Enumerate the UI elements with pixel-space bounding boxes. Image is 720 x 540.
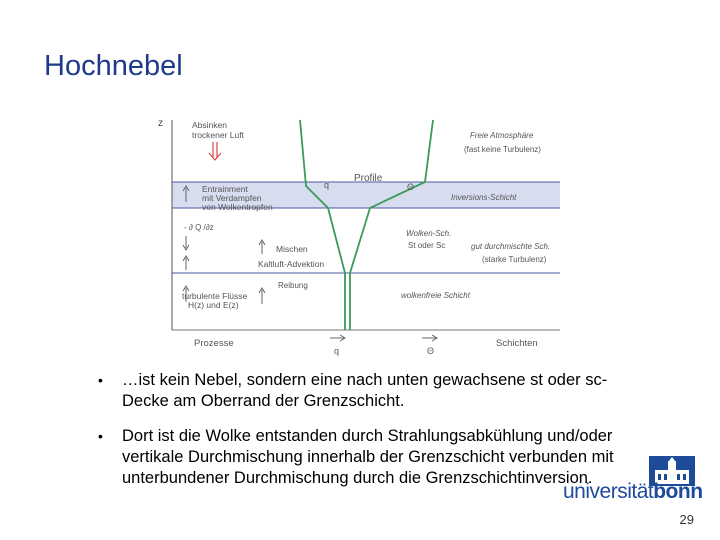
processes-label: Prozesse (194, 338, 234, 349)
mixing-label: Mischen (276, 244, 308, 254)
entrainment-label-1: Entrainment (202, 184, 248, 194)
page-number: 29 (679, 512, 694, 527)
bullet-list (98, 370, 618, 503)
right-arrow-icon (422, 335, 437, 341)
university-bonn-logo (563, 456, 703, 504)
turbulent-fluxes-label-2: H(z) und E(z) (188, 300, 239, 310)
entrainment-label-2: mit Verdampfen (202, 193, 262, 203)
logo-wordmark: universitätbonn (563, 480, 703, 503)
bullet-text: Dort ist die Wolke entstanden durch Strahlungsabkühlung und/oder vertikale Durchmischung innerhalb der Grenzschicht verbunden mit unterbundener Durchmischung durch die Grenzschichtinversion. (122, 427, 614, 487)
bullet-item (98, 370, 618, 412)
bullet-text: …ist kein Nebel, sondern eine nach unten gewachsene st oder sc-Decke am Oberrand der Grenzschicht. (122, 371, 608, 410)
bullet-icon: • (98, 428, 103, 444)
subsidence-label-2: trockener Luft (192, 130, 244, 140)
subsidence-arrow-icon (209, 142, 221, 160)
z-axis-label: z (158, 118, 163, 129)
free-atmosphere-label: Freie Atmosphäre (470, 131, 534, 140)
down-arrow-icon (183, 236, 189, 250)
cloud-type-label: St oder Sc (408, 241, 446, 250)
turbulent-fluxes-label-1: turbulente Flüsse (182, 291, 248, 301)
q-profile-line (300, 120, 345, 330)
entrainment-label-3: von Wolkentropfen (202, 202, 273, 212)
q-bottom-label: q (334, 346, 340, 356)
theta-bottom-label: Θ (427, 346, 435, 356)
inversion-layer-label: Inversions-Schicht (451, 193, 517, 202)
cold-advection-label: Kaltluft-Advektion (258, 259, 325, 269)
well-mixed-label: gut durchmischte Sch. (471, 242, 551, 251)
cloud-layer-label: Wolken-Sch. (406, 229, 452, 238)
up-arrow-icon (259, 288, 265, 304)
layers-label: Schichten (496, 338, 538, 349)
boundary-layer-diagram (150, 108, 560, 360)
bullet-icon: • (98, 372, 103, 388)
slide-title: Hochnebel (44, 50, 183, 82)
bullet-item (98, 426, 618, 489)
subsidence-label-1: Absinken (192, 120, 227, 130)
q-top-label: q (324, 180, 330, 190)
strong-turbulence-label: (starke Turbulenz) (482, 255, 547, 264)
up-arrow-icon (259, 240, 265, 254)
free-atmosphere-note: (fast keine Turbulenz) (464, 145, 541, 154)
up-arrow-icon (183, 256, 189, 270)
right-arrow-icon (330, 335, 345, 341)
cloud-free-label: wolkenfreie Schicht (401, 291, 470, 300)
theta-top-label: Θ (407, 182, 415, 192)
friction-label: Reibung (278, 281, 308, 290)
flux-divergence-label: - ∂ Q /∂z (184, 223, 214, 232)
profile-label: Profile (354, 173, 383, 184)
